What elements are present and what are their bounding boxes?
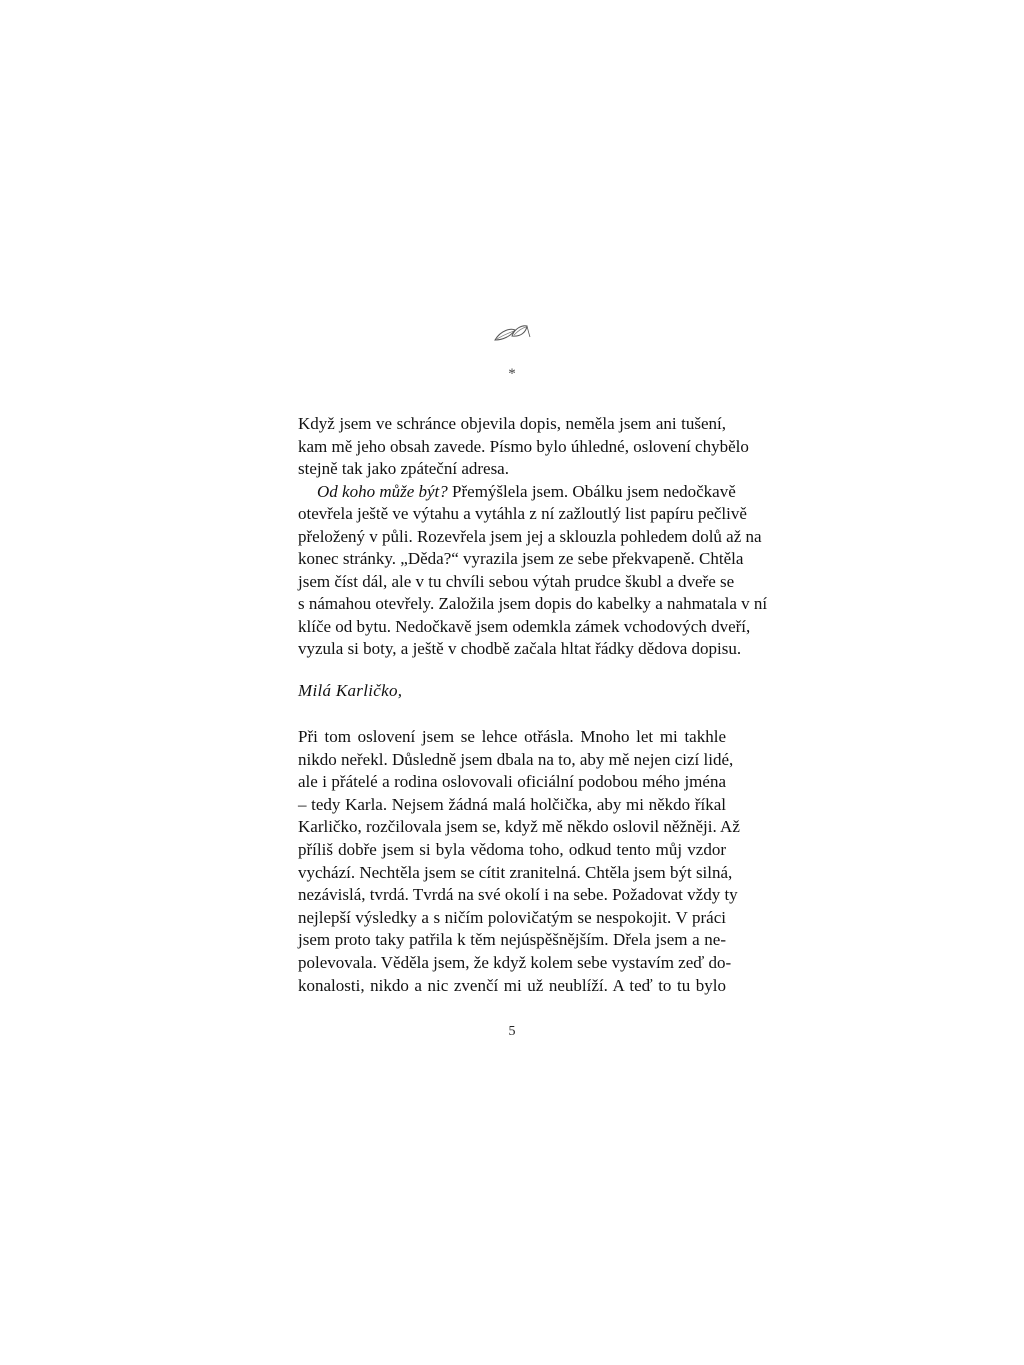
text-line: otevřela ještě ve výtahu a vytáhla z ní zažloutlý list papíru pečlivě: [298, 504, 747, 523]
text-line: polevovala. Věděla jsem, že když kolem sebe vystavím zeď do-: [298, 952, 732, 972]
text-line: konec stránky. „Děda?“ vyrazila jsem ze sebe překvapeně. Chtěla: [298, 549, 744, 568]
text-line: příliš dobře jsem si byla vědoma toho, odkud tento můj vzdor: [298, 839, 726, 859]
text-line: [298, 481, 736, 504]
letter-text: [298, 726, 740, 997]
text-line: konalosti, nikdo a nic zvenčí mi už neublíží. A teď to tu bylo: [298, 975, 726, 995]
text-line: kam mě jeho obsah zavede. Písmo bylo úhledné, oslovení chybělo: [298, 436, 749, 456]
text-line: ale i přátelé a rodina oslovovali oficiální podobou mého jména: [298, 772, 726, 792]
text-line: vyzula si boty, a ještě v chodbě začala hltat řádky dědova dopisu.: [298, 639, 742, 658]
text-fragment: Přemýšlela jsem. Obálku jsem nedočkavě: [447, 481, 736, 501]
intro-text: [298, 413, 768, 661]
text-line: přeložený v půli. Rozevřela jsem jej a sklouzla pohledem dolů až na: [298, 526, 762, 546]
leaf-ornament-icon: [491, 322, 531, 346]
letter-salutation: Milá Karličko,: [298, 681, 403, 700]
text-line: Když jsem ve schránce objevila dopis, neměla jsem ani tušení,: [298, 414, 726, 433]
text-line: jsem číst dál, ale v tu chvíli sebou výtah prudce škubl a dveře se: [298, 571, 735, 591]
page-number: 5: [508, 1024, 516, 1039]
text-line: jsem proto taky patřila k těm nejúspěšnějším. Dřela jsem a ne-: [298, 930, 726, 950]
text-line: Karličko, rozčilovala jsem se, když mě někdo oslovil něžněji. Až: [298, 817, 740, 837]
text-line: nejlepší výsledky a s ničím polovičatým se nespokojit. V práci: [298, 907, 726, 927]
text-line: s námahou otevřely. Založila jsem dopis do kabelky a nahmatala v ní: [298, 594, 768, 613]
text-line: Při tom oslovení jsem se lehce otřásla. Mnoho let mi takhle: [298, 727, 726, 746]
text-line: nikdo neřekl. Důsledně jsem dbala na to, aby mě nejen cizí lidé,: [298, 749, 734, 769]
text-line: nezávislá, tvrdá. Tvrdá na své okolí i na sebe. Požadovat vždy ty: [298, 885, 738, 905]
text-line: klíče od bytu. Nedočkavě jsem odemkla zámek vchodových dveří,: [298, 616, 751, 636]
text-line: stejně tak jako zpáteční adresa.: [298, 459, 509, 478]
italic-question: Od koho může být?: [317, 481, 448, 501]
section-asterisk: *: [508, 366, 516, 382]
text-line: vychází. Nechtěla jsem se cítit zranitelná. Chtěla jsem být silná,: [298, 862, 733, 882]
text-line: – tedy Karla. Nejsem žádná malá holčička, aby mi někdo říkal: [298, 794, 726, 814]
